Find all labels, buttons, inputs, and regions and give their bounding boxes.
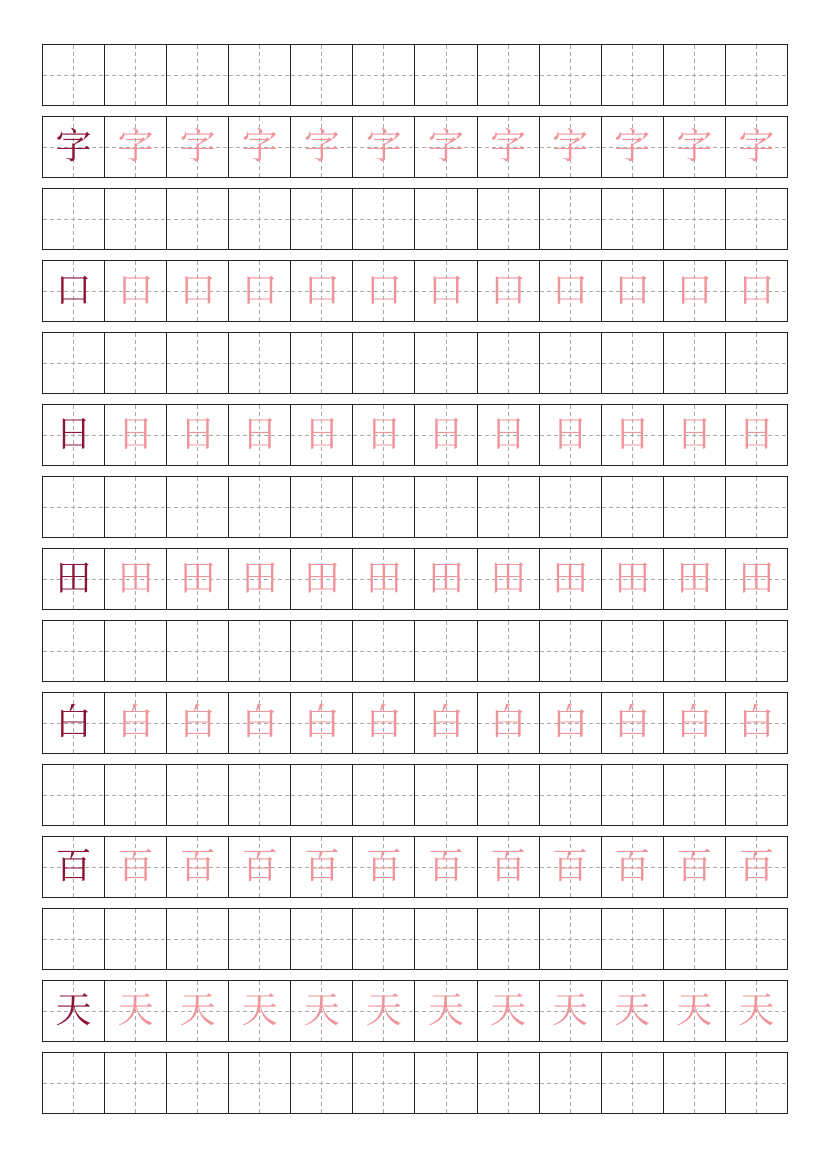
tian-grid-cell[interactable]: [725, 693, 787, 753]
blank-tian-grid-cell[interactable]: [414, 45, 476, 105]
tian-grid-cell[interactable]: [352, 549, 414, 609]
blank-tian-grid-cell[interactable]: [166, 189, 228, 249]
trace-character: 百: [117, 846, 154, 887]
tian-grid-cell[interactable]: [228, 405, 290, 465]
blank-row: [42, 332, 788, 394]
tian-grid-cell[interactable]: [166, 549, 228, 609]
trace-character: 白: [490, 702, 527, 743]
blank-tian-grid-cell[interactable]: [477, 1053, 539, 1113]
trace-character: 日: [365, 414, 402, 455]
model-character: 天: [55, 990, 92, 1031]
tian-grid-cell[interactable]: [477, 981, 539, 1041]
trace-character: 田: [303, 558, 340, 599]
blank-tian-grid-cell[interactable]: [725, 909, 787, 969]
trace-character: 田: [676, 558, 713, 599]
trace-character: 田: [552, 558, 589, 599]
trace-character: 天: [428, 990, 465, 1031]
trace-character: 字: [365, 126, 402, 167]
trace-character: 百: [676, 846, 713, 887]
blank-tian-grid-cell[interactable]: [663, 189, 725, 249]
tian-grid-cell[interactable]: [352, 981, 414, 1041]
trace-character: 日: [676, 414, 713, 455]
tian-grid-cell[interactable]: [601, 693, 663, 753]
tian-grid-cell[interactable]: [290, 549, 352, 609]
trace-character: 百: [241, 846, 278, 887]
blank-tian-grid-cell[interactable]: [43, 333, 104, 393]
trace-character: 字: [614, 126, 651, 167]
blank-row: [42, 908, 788, 970]
tian-grid-cell[interactable]: [414, 261, 476, 321]
trace-character: 百: [490, 846, 527, 887]
blank-tian-grid-cell[interactable]: [43, 477, 104, 537]
blank-tian-grid-cell[interactable]: [601, 621, 663, 681]
blank-tian-grid-cell[interactable]: [166, 909, 228, 969]
blank-tian-grid-cell[interactable]: [414, 1053, 476, 1113]
trace-character: 百: [428, 846, 465, 887]
trace-character: 口: [303, 270, 340, 311]
tian-grid-cell[interactable]: [166, 405, 228, 465]
tian-grid-cell[interactable]: [352, 405, 414, 465]
tian-grid-cell[interactable]: [539, 405, 601, 465]
tian-grid-cell[interactable]: [290, 981, 352, 1041]
blank-tian-grid-cell[interactable]: [43, 909, 104, 969]
blank-tian-grid-cell[interactable]: [104, 45, 166, 105]
tian-grid-cell[interactable]: [290, 117, 352, 177]
tian-grid-cell[interactable]: [104, 117, 166, 177]
blank-tian-grid-cell[interactable]: [290, 1053, 352, 1113]
tian-grid-cell[interactable]: [601, 261, 663, 321]
blank-row: [42, 44, 788, 106]
tian-grid-cell[interactable]: [477, 549, 539, 609]
tian-grid-cell[interactable]: [725, 261, 787, 321]
trace-character: 百: [738, 846, 775, 887]
blank-row: [42, 188, 788, 250]
tian-grid-cell[interactable]: [43, 549, 104, 609]
trace-character: 田: [738, 558, 775, 599]
trace-character: 田: [117, 558, 154, 599]
trace-character: 天: [614, 990, 651, 1031]
tian-grid-cell[interactable]: [663, 981, 725, 1041]
trace-character: 日: [428, 414, 465, 455]
trace-character: 白: [676, 702, 713, 743]
practice-row-百: [42, 836, 788, 898]
blank-tian-grid-cell[interactable]: [166, 621, 228, 681]
practice-row-字: [42, 116, 788, 178]
tian-grid-cell[interactable]: [539, 837, 601, 897]
tian-grid-cell[interactable]: [601, 981, 663, 1041]
tian-grid-cell[interactable]: [414, 837, 476, 897]
blank-tian-grid-cell[interactable]: [414, 765, 476, 825]
blank-tian-grid-cell[interactable]: [228, 765, 290, 825]
tian-grid-cell[interactable]: [414, 549, 476, 609]
trace-character: 日: [552, 414, 589, 455]
trace-character: 白: [117, 702, 154, 743]
trace-character: 字: [179, 126, 216, 167]
trace-character: 白: [614, 702, 651, 743]
tian-grid-cell[interactable]: [228, 117, 290, 177]
trace-character: 日: [614, 414, 651, 455]
tian-grid-cell[interactable]: [725, 837, 787, 897]
blank-tian-grid-cell[interactable]: [228, 477, 290, 537]
blank-tian-grid-cell[interactable]: [352, 189, 414, 249]
blank-tian-grid-cell[interactable]: [725, 621, 787, 681]
blank-tian-grid-cell[interactable]: [228, 333, 290, 393]
blank-row: [42, 764, 788, 826]
trace-character: 天: [117, 990, 154, 1031]
tian-grid-cell[interactable]: [290, 837, 352, 897]
trace-character: 日: [179, 414, 216, 455]
tian-grid-cell[interactable]: [104, 693, 166, 753]
trace-character: 天: [738, 990, 775, 1031]
tian-grid-cell[interactable]: [725, 117, 787, 177]
blank-tian-grid-cell[interactable]: [725, 765, 787, 825]
trace-character: 口: [552, 270, 589, 311]
blank-row: [42, 476, 788, 538]
blank-tian-grid-cell[interactable]: [228, 45, 290, 105]
trace-character: 日: [490, 414, 527, 455]
tian-grid-cell[interactable]: [352, 693, 414, 753]
tian-grid-cell[interactable]: [477, 693, 539, 753]
blank-tian-grid-cell[interactable]: [43, 1053, 104, 1113]
trace-character: 天: [365, 990, 402, 1031]
tian-grid-cell[interactable]: [228, 549, 290, 609]
blank-tian-grid-cell[interactable]: [414, 333, 476, 393]
blank-tian-grid-cell[interactable]: [352, 621, 414, 681]
tian-grid-cell[interactable]: [104, 981, 166, 1041]
blank-tian-grid-cell[interactable]: [43, 621, 104, 681]
tian-grid-cell[interactable]: [725, 549, 787, 609]
blank-tian-grid-cell[interactable]: [290, 189, 352, 249]
tian-grid-cell[interactable]: [414, 405, 476, 465]
blank-tian-grid-cell[interactable]: [539, 45, 601, 105]
model-character: 百: [55, 846, 92, 887]
tian-grid-cell[interactable]: [104, 549, 166, 609]
blank-tian-grid-cell[interactable]: [663, 765, 725, 825]
blank-row: [42, 620, 788, 682]
tian-grid-cell[interactable]: [166, 693, 228, 753]
blank-tian-grid-cell[interactable]: [352, 333, 414, 393]
blank-tian-grid-cell[interactable]: [43, 45, 104, 105]
trace-character: 百: [365, 846, 402, 887]
tian-grid-cell[interactable]: [663, 405, 725, 465]
tian-grid-cell[interactable]: [166, 981, 228, 1041]
blank-tian-grid-cell[interactable]: [663, 1053, 725, 1113]
trace-character: 田: [179, 558, 216, 599]
trace-character: 天: [241, 990, 278, 1031]
tian-grid-cell[interactable]: [663, 693, 725, 753]
trace-character: 白: [738, 702, 775, 743]
tian-grid-cell[interactable]: [539, 117, 601, 177]
trace-character: 田: [428, 558, 465, 599]
trace-character: 田: [614, 558, 651, 599]
model-character: 口: [55, 270, 92, 311]
trace-character: 口: [676, 270, 713, 311]
trace-character: 字: [428, 126, 465, 167]
blank-tian-grid-cell[interactable]: [166, 333, 228, 393]
trace-character: 白: [365, 702, 402, 743]
trace-character: 日: [303, 414, 340, 455]
tian-grid-cell[interactable]: [352, 837, 414, 897]
tian-grid-cell[interactable]: [477, 117, 539, 177]
tian-grid-cell[interactable]: [228, 261, 290, 321]
blank-tian-grid-cell[interactable]: [352, 1053, 414, 1113]
blank-tian-grid-cell[interactable]: [290, 477, 352, 537]
tian-grid-cell[interactable]: [290, 405, 352, 465]
trace-character: 口: [738, 270, 775, 311]
trace-character: 白: [303, 702, 340, 743]
model-character: 字: [55, 126, 92, 167]
tian-grid-cell[interactable]: [43, 837, 104, 897]
blank-tian-grid-cell[interactable]: [414, 189, 476, 249]
blank-tian-grid-cell[interactable]: [725, 45, 787, 105]
trace-character: 字: [117, 126, 154, 167]
blank-tian-grid-cell[interactable]: [414, 621, 476, 681]
blank-tian-grid-cell[interactable]: [539, 477, 601, 537]
blank-tian-grid-cell[interactable]: [477, 765, 539, 825]
tian-grid-cell[interactable]: [290, 693, 352, 753]
blank-tian-grid-cell[interactable]: [352, 477, 414, 537]
trace-character: 天: [676, 990, 713, 1031]
blank-tian-grid-cell[interactable]: [477, 45, 539, 105]
trace-character: 字: [303, 126, 340, 167]
trace-character: 天: [179, 990, 216, 1031]
model-character: 田: [55, 558, 92, 599]
blank-tian-grid-cell[interactable]: [166, 45, 228, 105]
tian-grid-cell[interactable]: [228, 837, 290, 897]
blank-tian-grid-cell[interactable]: [104, 765, 166, 825]
model-character: 日: [55, 414, 92, 455]
blank-tian-grid-cell[interactable]: [104, 333, 166, 393]
trace-character: 百: [303, 846, 340, 887]
tian-grid-cell[interactable]: [104, 837, 166, 897]
blank-tian-grid-cell[interactable]: [104, 621, 166, 681]
blank-tian-grid-cell[interactable]: [725, 189, 787, 249]
practice-row-天: [42, 980, 788, 1042]
tian-grid-cell[interactable]: [725, 981, 787, 1041]
trace-character: 字: [490, 126, 527, 167]
trace-character: 天: [490, 990, 527, 1031]
tian-grid-cell[interactable]: [663, 549, 725, 609]
tian-grid-cell[interactable]: [539, 549, 601, 609]
tian-grid-cell[interactable]: [104, 405, 166, 465]
trace-character: 日: [738, 414, 775, 455]
trace-character: 白: [428, 702, 465, 743]
trace-character: 字: [552, 126, 589, 167]
tian-grid-cell[interactable]: [352, 261, 414, 321]
blank-tian-grid-cell[interactable]: [663, 477, 725, 537]
blank-tian-grid-cell[interactable]: [104, 189, 166, 249]
trace-character: 百: [614, 846, 651, 887]
tian-grid-cell[interactable]: [43, 117, 104, 177]
blank-tian-grid-cell[interactable]: [539, 621, 601, 681]
trace-character: 字: [676, 126, 713, 167]
trace-character: 口: [241, 270, 278, 311]
tian-grid-cell[interactable]: [601, 549, 663, 609]
blank-tian-grid-cell[interactable]: [290, 909, 352, 969]
blank-tian-grid-cell[interactable]: [539, 909, 601, 969]
tian-grid-cell[interactable]: [663, 261, 725, 321]
tian-grid-cell[interactable]: [663, 837, 725, 897]
trace-character: 口: [614, 270, 651, 311]
tian-grid-cell[interactable]: [477, 837, 539, 897]
tian-grid-cell[interactable]: [166, 837, 228, 897]
blank-tian-grid-cell[interactable]: [228, 909, 290, 969]
blank-tian-grid-cell[interactable]: [663, 45, 725, 105]
blank-tian-grid-cell[interactable]: [601, 765, 663, 825]
blank-tian-grid-cell[interactable]: [539, 765, 601, 825]
trace-character: 百: [179, 846, 216, 887]
tian-grid-cell[interactable]: [166, 261, 228, 321]
blank-tian-grid-cell[interactable]: [601, 189, 663, 249]
trace-character: 口: [490, 270, 527, 311]
blank-tian-grid-cell[interactable]: [539, 1053, 601, 1113]
blank-tian-grid-cell[interactable]: [414, 909, 476, 969]
trace-character: 百: [552, 846, 589, 887]
blank-tian-grid-cell[interactable]: [228, 1053, 290, 1113]
blank-tian-grid-cell[interactable]: [43, 189, 104, 249]
tian-grid-cell[interactable]: [539, 981, 601, 1041]
blank-row: [42, 1052, 788, 1114]
tian-grid-cell[interactable]: [43, 261, 104, 321]
tian-grid-cell[interactable]: [414, 981, 476, 1041]
trace-character: 白: [179, 702, 216, 743]
tian-grid-cell[interactable]: [104, 261, 166, 321]
tian-grid-cell[interactable]: [477, 261, 539, 321]
blank-tian-grid-cell[interactable]: [166, 1053, 228, 1113]
blank-tian-grid-cell[interactable]: [725, 1053, 787, 1113]
practice-row-口: [42, 260, 788, 322]
tian-grid-cell[interactable]: [43, 981, 104, 1041]
practice-row-日: [42, 404, 788, 466]
practice-row-白: [42, 692, 788, 754]
tian-grid-cell[interactable]: [601, 117, 663, 177]
trace-character: 口: [428, 270, 465, 311]
blank-tian-grid-cell[interactable]: [104, 477, 166, 537]
blank-tian-grid-cell[interactable]: [228, 189, 290, 249]
blank-tian-grid-cell[interactable]: [290, 765, 352, 825]
blank-tian-grid-cell[interactable]: [725, 477, 787, 537]
trace-character: 白: [241, 702, 278, 743]
blank-tian-grid-cell[interactable]: [663, 333, 725, 393]
blank-tian-grid-cell[interactable]: [477, 477, 539, 537]
trace-character: 口: [179, 270, 216, 311]
trace-character: 字: [738, 126, 775, 167]
blank-tian-grid-cell[interactable]: [477, 621, 539, 681]
trace-character: 字: [241, 126, 278, 167]
tian-grid-cell[interactable]: [539, 693, 601, 753]
blank-tian-grid-cell[interactable]: [477, 909, 539, 969]
blank-tian-grid-cell[interactable]: [663, 909, 725, 969]
trace-character: 口: [365, 270, 402, 311]
model-character: 白: [55, 702, 92, 743]
trace-character: 日: [241, 414, 278, 455]
blank-tian-grid-cell[interactable]: [166, 477, 228, 537]
blank-tian-grid-cell[interactable]: [477, 189, 539, 249]
blank-tian-grid-cell[interactable]: [166, 765, 228, 825]
blank-tian-grid-cell[interactable]: [539, 189, 601, 249]
blank-tian-grid-cell[interactable]: [539, 333, 601, 393]
tian-grid-cell[interactable]: [228, 981, 290, 1041]
tian-grid-cell[interactable]: [166, 117, 228, 177]
trace-character: 日: [117, 414, 154, 455]
blank-tian-grid-cell[interactable]: [601, 909, 663, 969]
blank-tian-grid-cell[interactable]: [290, 621, 352, 681]
trace-character: 田: [241, 558, 278, 599]
blank-tian-grid-cell[interactable]: [601, 45, 663, 105]
blank-tian-grid-cell[interactable]: [601, 333, 663, 393]
tian-grid-cell[interactable]: [290, 261, 352, 321]
tian-grid-cell[interactable]: [601, 837, 663, 897]
tian-grid-cell[interactable]: [477, 405, 539, 465]
trace-character: 田: [365, 558, 402, 599]
tian-grid-cell[interactable]: [352, 117, 414, 177]
trace-character: 天: [303, 990, 340, 1031]
practice-grid-sheet: [42, 44, 788, 1124]
blank-tian-grid-cell[interactable]: [352, 909, 414, 969]
tian-grid-cell[interactable]: [43, 693, 104, 753]
blank-tian-grid-cell[interactable]: [414, 477, 476, 537]
blank-tian-grid-cell[interactable]: [352, 45, 414, 105]
tian-grid-cell[interactable]: [663, 117, 725, 177]
tian-grid-cell[interactable]: [725, 405, 787, 465]
tian-grid-cell[interactable]: [414, 693, 476, 753]
tian-grid-cell[interactable]: [43, 405, 104, 465]
tian-grid-cell[interactable]: [414, 117, 476, 177]
blank-tian-grid-cell[interactable]: [290, 45, 352, 105]
trace-character: 田: [490, 558, 527, 599]
trace-character: 白: [552, 702, 589, 743]
blank-tian-grid-cell[interactable]: [290, 333, 352, 393]
blank-tian-grid-cell[interactable]: [43, 765, 104, 825]
blank-tian-grid-cell[interactable]: [104, 1053, 166, 1113]
tian-grid-cell[interactable]: [539, 261, 601, 321]
tian-grid-cell[interactable]: [228, 693, 290, 753]
blank-tian-grid-cell[interactable]: [352, 765, 414, 825]
blank-tian-grid-cell[interactable]: [477, 333, 539, 393]
tian-grid-cell[interactable]: [601, 405, 663, 465]
blank-tian-grid-cell[interactable]: [104, 909, 166, 969]
practice-row-田: [42, 548, 788, 610]
blank-tian-grid-cell[interactable]: [228, 621, 290, 681]
blank-tian-grid-cell[interactable]: [601, 1053, 663, 1113]
trace-character: 天: [552, 990, 589, 1031]
blank-tian-grid-cell[interactable]: [663, 621, 725, 681]
trace-character: 口: [117, 270, 154, 311]
blank-tian-grid-cell[interactable]: [601, 477, 663, 537]
blank-tian-grid-cell[interactable]: [725, 333, 787, 393]
